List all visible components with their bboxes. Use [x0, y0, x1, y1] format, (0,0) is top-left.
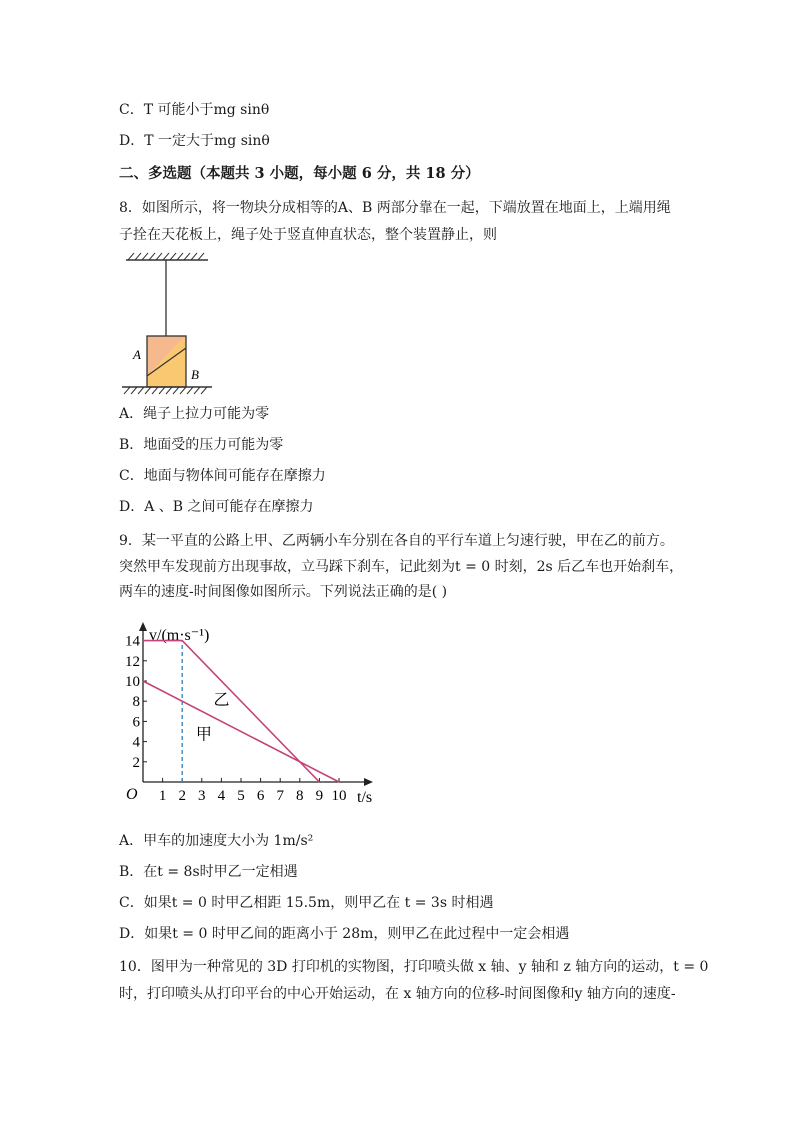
velocity-time-chart — [110, 618, 400, 818]
q9-stem-line2: 突然甲车发现前方出现事故，立马踩下刹车，记此刻为t = 0 时刻，2s 后乙车也开始刹车， — [119, 559, 684, 575]
q8-option-d: D．A 、B 之间可能存在摩擦力 — [119, 499, 314, 515]
x-axis-arrow — [364, 778, 373, 786]
x-tick-label: 4 — [217, 788, 226, 804]
x-tick-label: 6 — [256, 788, 265, 804]
q9-option-b: B．在t = 8s时甲乙一定相遇 — [119, 864, 298, 880]
label-b: B — [191, 367, 199, 382]
q10-stem-line2: 时，打印喷头从打印平台的中心开始运动，在 x 轴方向的位移-时间图像和y 轴方向的速度- — [119, 986, 676, 1002]
q9-stem-line3: 两车的速度-时间图像如图所示。下列说法正确的是( ) — [119, 584, 448, 600]
x-tick-label: 1 — [158, 788, 167, 804]
series-line-jia — [143, 681, 339, 782]
q8-option-c: C．地面与物体间可能存在摩擦力 — [119, 468, 326, 484]
x-tick-label: 8 — [296, 788, 304, 804]
x-axis-label: t/s — [357, 789, 373, 806]
y-tick-label: 14 — [125, 633, 140, 650]
y-tick-label: 6 — [132, 714, 140, 731]
q8-figure — [118, 250, 218, 400]
y-axis-arrow — [139, 622, 147, 631]
series-label-yi: 乙 — [213, 692, 230, 710]
option-d-prev: D．T 一定大于mg sinθ — [119, 133, 270, 149]
x-tick-label: 9 — [315, 788, 324, 804]
ground-hatch — [124, 387, 207, 394]
q9-option-d: D．如果t = 0 时甲乙间的距离小于 28m，则甲乙在此过程中一定会相遇 — [119, 926, 570, 942]
label-a: A — [133, 347, 141, 362]
y-tick-label: 10 — [125, 674, 140, 690]
origin-label: O — [126, 786, 138, 803]
q10-stem-line1: 10．图甲为一种常见的 3D 打印机的实物图，打印喷头做 x 轴、y 轴和 z 轴方向的运动，t = 0 — [119, 959, 709, 975]
series-line-yi — [143, 641, 319, 782]
y-tick-label: 4 — [132, 734, 140, 751]
option-c-prev: C．T 可能小于mg sinθ — [119, 102, 270, 118]
q9-stem-line1: 9．某一平直的公路上甲、乙两辆小车分别在各自的平行车道上匀速行驶，甲在乙的前方。 — [119, 533, 674, 549]
q8-option-a: A．绳子上拉力可能为零 — [119, 406, 270, 422]
q9-option-a: A．甲车的加速度大小为 1m/s² — [119, 833, 314, 849]
y-axis-label: v/(m·s⁻¹) — [149, 627, 210, 644]
q9-option-c: C．如果t = 0 时甲乙相距 15.5m，则甲乙在 t = 3s 时相遇 — [119, 895, 494, 911]
x-tick-label: 10 — [331, 788, 347, 804]
y-tick-label: 8 — [132, 694, 140, 711]
y-tick-label: 12 — [125, 653, 140, 670]
series-label-jia: 甲 — [195, 726, 212, 744]
x-tick-label: 2 — [178, 788, 186, 804]
x-tick-label: 5 — [237, 788, 245, 804]
q8-stem-line2: 子拴在天花板上，绳子处于竖直伸直状态，整个装置静止，则 — [119, 227, 497, 243]
section-heading: 二、多选题（本题共 3 小题，每小题 6 分，共 18 分） — [119, 165, 480, 182]
q8-stem-line1: 8．如图所示，将一物块分成相等的A、B 两部分靠在一起，下端放置在地面上，上端用绳 — [119, 200, 671, 216]
ceiling-hatch — [128, 253, 204, 260]
y-tick-label: 2 — [132, 754, 140, 771]
x-tick-label: 7 — [276, 788, 284, 804]
x-tick-label: 3 — [198, 788, 206, 804]
q8-option-b: B．地面受的压力可能为零 — [119, 437, 284, 453]
